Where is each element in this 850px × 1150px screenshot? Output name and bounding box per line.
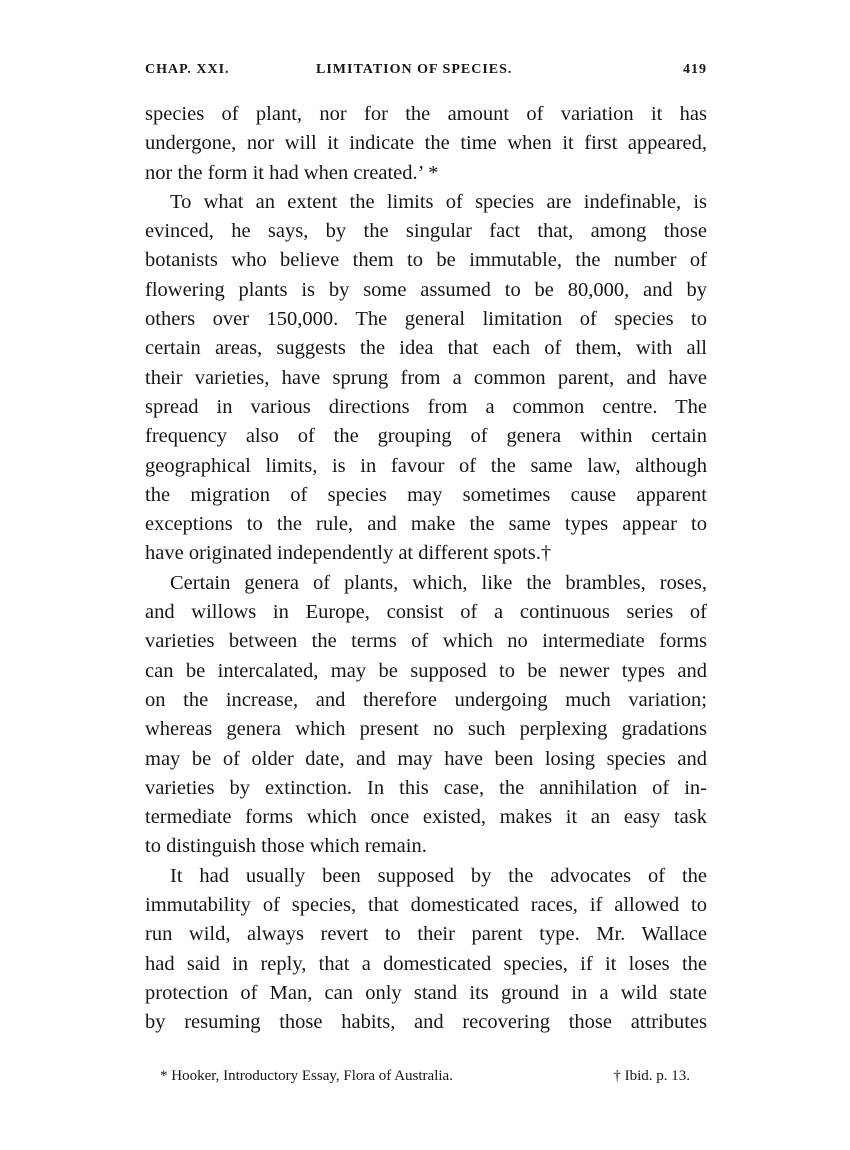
- text-line: immutability of species, that domesticated races, if allowed to: [145, 894, 707, 917]
- text-line: have originated independently at different spots.†: [145, 542, 552, 565]
- text-line: the migration of species may sometimes cause apparent: [145, 483, 707, 506]
- text-line: nor the form it had when created.’ *: [145, 161, 439, 184]
- text-line: flowering plants is by some assumed to be 80,000, and by: [145, 278, 707, 301]
- text-line: can be intercalated, may be supposed to be newer types and: [145, 659, 707, 682]
- text-line: had said in reply, that a domesticated species, if it loses the: [145, 952, 707, 975]
- text-line: certain areas, suggests the idea that each of them, with all: [145, 337, 707, 360]
- text-line: termediate forms which once existed, makes it an easy task: [145, 806, 707, 829]
- text-line: protection of Man, can only stand its ground in a wild state: [145, 981, 707, 1004]
- page-number: 419: [683, 62, 707, 77]
- text-line: geographical limits, is in favour of the same law, although: [145, 454, 707, 477]
- text-line: run wild, always revert to their parent type. Mr. Wallace: [145, 923, 707, 946]
- text-line: undergone, nor will it indicate the time when it first appeared,: [145, 132, 707, 155]
- text-line: species of plant, nor for the amount of variation it has: [145, 103, 707, 125]
- text-line: may be of older date, and may have been losing species and: [145, 747, 707, 770]
- text-line: to distinguish those which remain.: [145, 835, 427, 858]
- footnotes: [160, 1068, 690, 1090]
- text-line: by resuming those habits, and recovering those attributes: [145, 1011, 707, 1034]
- chapter-label: CHAP. XXI.: [145, 62, 230, 77]
- text-line: and willows in Europe, consist of a continuous series of: [145, 601, 707, 624]
- text-line: spread in various directions from a common centre. The: [145, 395, 707, 418]
- text-line: Certain genera of plants, which, like the brambles, roses,: [170, 571, 707, 594]
- text-line: evinced, he says, by the singular fact that, among those: [145, 220, 707, 243]
- footnote-hooker: * Hooker, Introductory Essay, Flora of Australia.: [160, 1068, 453, 1084]
- text-line: on the increase, and therefore undergoing much variation;: [145, 688, 707, 711]
- text-line: botanists who believe them to be immutable, the number of: [145, 249, 707, 272]
- text-line: varieties between the terms of which no intermediate forms: [145, 630, 707, 653]
- text-line: others over 150,000. The general limitation of species to: [145, 308, 707, 331]
- text-line: It had usually been supposed by the advocates of the: [170, 864, 707, 887]
- body-text: [145, 100, 707, 1038]
- text-line: their varieties, have sprung from a common parent, and have: [145, 366, 707, 389]
- text-line: whereas genera which present no such perplexing gradations: [145, 718, 707, 741]
- running-title: LIMITATION OF SPECIES.: [316, 62, 513, 77]
- text-line: To what an extent the limits of species are indefinable, is: [170, 190, 707, 213]
- footnote-ibid: † Ibid. p. 13.: [613, 1068, 690, 1084]
- running-head: [145, 62, 707, 84]
- text-line: frequency also of the grouping of genera within certain: [145, 425, 707, 448]
- text-line: exceptions to the rule, and make the same types appear to: [145, 513, 707, 536]
- text-line: varieties by extinction. In this case, the annihilation of in-: [145, 776, 707, 799]
